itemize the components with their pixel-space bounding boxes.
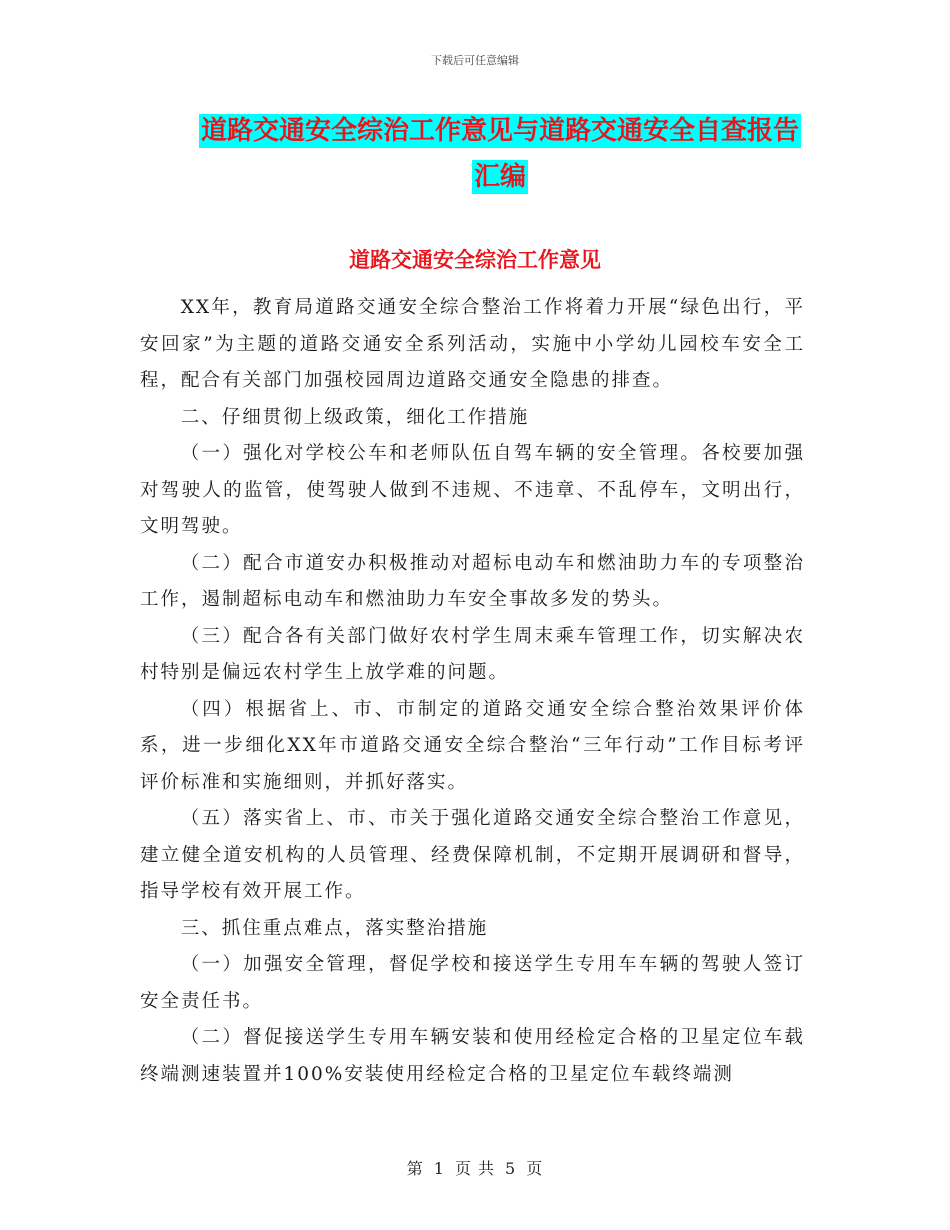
- section-heading: 三、抓住重点难点，落实整治措施: [180, 917, 489, 939]
- section-title: 道路交通安全综治工作意见: [349, 247, 601, 272]
- body-text: [140, 290, 805, 1093]
- footer-middle: 页 共: [454, 1159, 496, 1178]
- header-note: 下载后可任意编辑: [431, 54, 519, 67]
- paragraph: XX年，教育局道路交通安全综合整治工作将着力开展“绿色出行，平安回家”为主题的道路交通安全系列活动，实施中小学幼儿园校车安全工程，配合有关部门加强校园周边道路交通安全隐患的排查。: [140, 297, 805, 391]
- document-title: [140, 108, 860, 200]
- paragraph: （五）落实省上、市、市关于强化道路交通安全综合整治工作意见，建立健全道安机构的人员管理、经费保障机制，不定期开展调研和督导，指导学校有效开展工作。: [140, 808, 805, 902]
- section-heading: 二、仔细贯彻上级政策，细化工作措施: [180, 406, 530, 428]
- paragraph: （一）强化对学校公车和老师队伍自驾车辆的安全管理。各校要加强对驾驶人的监管，使驾驶人做到不违规、不违章、不乱停车，文明出行，文明驾驶。: [140, 443, 805, 537]
- total-page-count: 5: [505, 1159, 517, 1178]
- paragraph: （二）配合市道安办积极推动对超标电动车和燃油助力车的专项整治工作，遏制超标电动车和燃油助力车安全事故多发的势头。: [140, 552, 805, 610]
- paragraph: （一）加强安全管理，督促学校和接送学生专用车车辆的驾驶人签订安全责任书。: [140, 954, 805, 1012]
- current-page-number: 1: [433, 1159, 445, 1178]
- footer-suffix: 页: [526, 1159, 544, 1178]
- document-title-line1: 道路交通安全综治工作意见与道路交通安全自查报告: [200, 116, 799, 146]
- paragraph: （三）配合各有关部门做好农村学生周末乘车管理工作，切实解决农村特别是偏远农村学生上放学难的问题。: [140, 625, 805, 683]
- paragraph: （二）督促接送学生专用车辆安装和使用经检定合格的卫星定位车载终端测速装置并100%安装使用经检定合格的卫星定位车载终端测: [140, 1027, 805, 1085]
- footer-prefix: 第: [406, 1159, 424, 1178]
- page-footer: [0, 1156, 950, 1179]
- paragraph: （四）根据省上、市、市制定的道路交通安全综合整治效果评价体系，进一步细化XX年市道路交通安全综合整治“三年行动”工作目标考评评价标准和实施细则，并抓好落实。: [140, 698, 805, 793]
- document-title-line2: 汇编: [473, 162, 526, 192]
